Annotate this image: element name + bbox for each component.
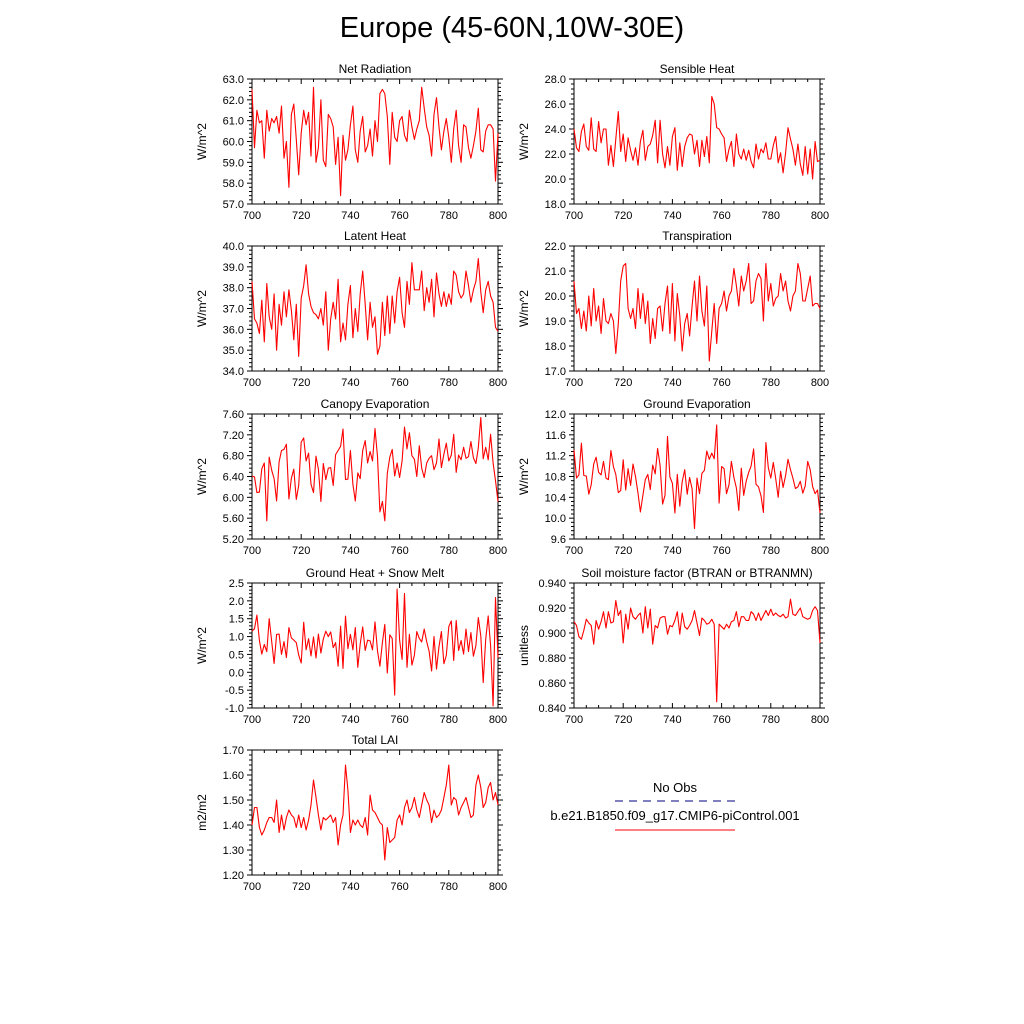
canopy-evaporation-ylabel: W/m^2	[195, 458, 209, 495]
sensible-heat-ytick-label: 24.0	[544, 124, 566, 136]
transpiration-xtick-label: 740	[663, 377, 682, 389]
soil-moisture-factor-btran-or-btranmn-xtick-label: 780	[761, 714, 780, 726]
net-radiation-ytick-label: 62.0	[222, 94, 244, 107]
ground-heat-snow-melt-xtick-label: 740	[341, 714, 360, 726]
ground-evaporation-xtick-label: 800	[810, 545, 830, 557]
ground-evaporation-frame	[574, 414, 820, 539]
net-radiation-xtick-label: 780	[439, 210, 458, 222]
total-lai-xtick-label: 700	[242, 881, 262, 893]
ground-evaporation-ytick-label: 10.0	[544, 513, 566, 526]
ground-heat-snow-melt-ylabel: W/m^2	[195, 627, 209, 664]
soil-moisture-factor-btran-or-btranmn-xtick-label: 700	[564, 714, 584, 726]
soil-moisture-factor-btran-or-btranmn-ytick-label: 0.840	[538, 703, 566, 715]
transpiration-xtick-label: 760	[712, 377, 731, 389]
total-lai-ylabel: m2/m2	[195, 794, 209, 831]
soil-moisture-factor-btran-or-btranmn-title: Soil moisture factor (BTRAN or BTRANMN)	[581, 566, 813, 580]
net-radiation-ytick-label: 61.0	[222, 115, 244, 128]
legend-obs-label: No Obs	[652, 780, 698, 795]
ground-evaporation-xtick-label: 760	[712, 545, 731, 557]
ground-heat-snow-melt-ytick-label: 2.0	[228, 595, 244, 608]
sensible-heat-xtick-label: 760	[712, 210, 731, 222]
net-radiation-ytick-label: 63.0	[222, 74, 244, 86]
net-radiation-ytick-label: 58.0	[222, 178, 244, 191]
canopy-evaporation-ytick-label: 6.40	[222, 471, 244, 484]
latent-heat-ylabel: W/m^2	[195, 290, 209, 327]
sensible-heat-xtick-label: 740	[663, 210, 682, 222]
net-radiation-xtick-label: 760	[390, 210, 409, 222]
total-lai-xtick-label: 720	[292, 881, 311, 893]
soil-moisture-factor-btran-or-btranmn-series-line	[574, 599, 820, 702]
total-lai-ytick-label: 1.40	[222, 820, 244, 832]
ground-evaporation-ytick-label: 10.4	[544, 492, 566, 505]
net-radiation-ylabel: W/m^2	[195, 123, 209, 160]
panel-ground-evaporation	[517, 397, 829, 557]
ground-heat-snow-melt-ytick-label: 0.0	[228, 667, 244, 680]
net-radiation-title: Net Radiation	[338, 62, 412, 76]
total-lai-series-line	[252, 765, 498, 860]
ground-heat-snow-melt-title: Ground Heat + Snow Melt	[305, 566, 445, 580]
latent-heat-frame	[252, 246, 498, 371]
ground-heat-snow-melt-xtick-label: 780	[439, 714, 458, 726]
sensible-heat-xtick-label: 780	[761, 210, 780, 222]
soil-moisture-factor-btran-or-btranmn-xtick-label: 740	[663, 714, 682, 726]
canopy-evaporation-title: Canopy Evaporation	[320, 397, 430, 411]
total-lai-ytick-label: 1.20	[222, 870, 244, 882]
ground-heat-snow-melt-xtick-label: 760	[390, 714, 409, 726]
canopy-evaporation-ytick-label: 5.60	[222, 513, 244, 526]
canopy-evaporation-ytick-label: 7.20	[222, 429, 244, 442]
latent-heat-ytick-label: 40.0	[222, 241, 244, 253]
soil-moisture-factor-btran-or-btranmn-ytick-label: 0.860	[538, 678, 566, 690]
latent-heat-xtick-label: 780	[439, 377, 458, 389]
sensible-heat-title: Sensible Heat	[659, 62, 735, 76]
ground-heat-snow-melt-xtick-label: 800	[488, 714, 508, 726]
transpiration-frame	[574, 246, 820, 371]
transpiration-ytick-label: 20.0	[544, 291, 566, 303]
latent-heat-ytick-label: 35.0	[222, 345, 244, 358]
net-radiation-ytick-label: 59.0	[222, 157, 244, 170]
figure-title: Europe (45-60N,10W-30E)	[339, 12, 685, 44]
sensible-heat-ytick-label: 18.0	[544, 199, 566, 211]
sensible-heat-xtick-label: 700	[564, 210, 584, 222]
latent-heat-xtick-label: 740	[341, 377, 360, 389]
canopy-evaporation-ytick-label: 5.20	[222, 534, 244, 546]
total-lai-title: Total LAI	[351, 733, 399, 747]
canopy-evaporation-ytick-label: 6.00	[222, 492, 244, 505]
panel-transpiration	[517, 229, 829, 389]
canopy-evaporation-xtick-label: 800	[488, 545, 508, 557]
net-radiation-xtick-label: 720	[292, 210, 311, 222]
total-lai-ytick-label: 1.50	[222, 795, 244, 807]
transpiration-xtick-label: 800	[810, 377, 830, 389]
ground-evaporation-ytick-label: 11.6	[545, 429, 566, 442]
net-radiation-series-line	[252, 87, 498, 195]
ground-evaporation-ytick-label: 11.2	[545, 450, 566, 463]
canopy-evaporation-series-line	[252, 418, 498, 521]
legend-model-label: b.e21.B1850.f09_g17.CMIP6-piControl.001	[550, 808, 800, 823]
sensible-heat-ytick-label: 22.0	[544, 149, 566, 161]
ground-heat-snow-melt-ytick-label: 1.5	[228, 613, 244, 626]
soil-moisture-factor-btran-or-btranmn-xtick-label: 720	[614, 714, 633, 726]
legend	[550, 780, 799, 830]
panel-ground-heat-snow-melt	[195, 566, 507, 726]
ground-evaporation-xtick-label: 700	[564, 545, 584, 557]
latent-heat-ytick-label: 36.0	[222, 324, 244, 337]
latent-heat-ytick-label: 34.0	[222, 366, 244, 378]
ground-heat-snow-melt-ytick-label: -0.5	[225, 685, 244, 698]
soil-moisture-factor-btran-or-btranmn-ytick-label: 0.940	[538, 578, 566, 590]
transpiration-ytick-label: 19.0	[544, 316, 566, 328]
ground-evaporation-xtick-label: 720	[614, 545, 633, 557]
panel-soil-moisture-factor-btran-or-btranmn	[517, 566, 829, 726]
sensible-heat-ytick-label: 28.0	[544, 74, 566, 86]
net-radiation-xtick-label: 700	[242, 210, 262, 222]
ground-heat-snow-melt-ytick-label: 1.0	[228, 631, 244, 644]
ground-heat-snow-melt-ytick-label: 0.5	[228, 649, 244, 662]
latent-heat-ytick-label: 37.0	[222, 303, 244, 316]
canopy-evaporation-ytick-label: 7.60	[222, 409, 244, 421]
sensible-heat-ytick-label: 26.0	[544, 99, 566, 111]
total-lai-xtick-label: 800	[488, 881, 508, 893]
sensible-heat-series-line	[574, 97, 820, 180]
transpiration-ylabel: W/m^2	[517, 290, 531, 327]
transpiration-ytick-label: 17.0	[544, 366, 566, 378]
ground-evaporation-series-line	[574, 425, 820, 529]
ground-evaporation-ytick-label: 12.0	[544, 409, 566, 421]
panel-sensible-heat	[517, 62, 829, 222]
sensible-heat-xtick-label: 720	[614, 210, 633, 222]
transpiration-ytick-label: 22.0	[544, 241, 566, 253]
canopy-evaporation-xtick-label: 780	[439, 545, 458, 557]
net-radiation-xtick-label: 740	[341, 210, 360, 222]
sensible-heat-ytick-label: 20.0	[544, 174, 566, 186]
total-lai-xtick-label: 740	[341, 881, 360, 893]
latent-heat-xtick-label: 760	[390, 377, 409, 389]
chart-panels	[195, 62, 829, 893]
ground-heat-snow-melt-series-line	[252, 589, 498, 706]
transpiration-ytick-label: 18.0	[544, 341, 566, 353]
total-lai-xtick-label: 780	[439, 881, 458, 893]
panel-net-radiation	[195, 62, 507, 222]
ground-evaporation-ylabel: W/m^2	[517, 458, 531, 495]
ground-evaporation-ytick-label: 10.8	[544, 471, 566, 484]
canopy-evaporation-xtick-label: 760	[390, 545, 409, 557]
transpiration-ytick-label: 21.0	[544, 266, 566, 278]
ground-heat-snow-melt-xtick-label: 720	[292, 714, 311, 726]
total-lai-xtick-label: 760	[390, 881, 409, 893]
transpiration-xtick-label: 720	[614, 377, 633, 389]
ground-heat-snow-melt-frame	[252, 583, 498, 708]
ground-heat-snow-melt-ytick-label: 2.5	[228, 578, 244, 590]
soil-moisture-factor-btran-or-btranmn-ytick-label: 0.880	[538, 653, 566, 665]
canopy-evaporation-xtick-label: 700	[242, 545, 262, 557]
canopy-evaporation-ytick-label: 6.80	[222, 450, 244, 463]
total-lai-ytick-label: 1.60	[222, 770, 244, 782]
total-lai-ytick-label: 1.30	[222, 845, 244, 857]
transpiration-title: Transpiration	[662, 229, 732, 243]
panel-total-lai	[195, 733, 507, 893]
ground-evaporation-xtick-label: 780	[761, 545, 780, 557]
net-radiation-ytick-label: 60.0	[222, 136, 244, 149]
latent-heat-ytick-label: 38.0	[222, 282, 244, 295]
ground-evaporation-xtick-label: 740	[663, 545, 682, 557]
latent-heat-xtick-label: 720	[292, 377, 311, 389]
transpiration-xtick-label: 780	[761, 377, 780, 389]
ground-evaporation-title: Ground Evaporation	[643, 397, 751, 411]
ground-evaporation-ytick-label: 9.6	[550, 534, 566, 546]
transpiration-xtick-label: 700	[564, 377, 584, 389]
soil-moisture-factor-btran-or-btranmn-ylabel: unitless	[517, 625, 531, 666]
canopy-evaporation-xtick-label: 740	[341, 545, 360, 557]
latent-heat-xtick-label: 700	[242, 377, 262, 389]
soil-moisture-factor-btran-or-btranmn-frame	[574, 583, 820, 708]
total-lai-ytick-label: 1.70	[222, 745, 244, 757]
latent-heat-xtick-label: 800	[488, 377, 508, 389]
panel-canopy-evaporation	[195, 397, 507, 557]
net-radiation-xtick-label: 800	[488, 210, 508, 222]
soil-moisture-factor-btran-or-btranmn-xtick-label: 760	[712, 714, 731, 726]
ground-heat-snow-melt-ytick-label: -1.0	[225, 703, 244, 715]
sensible-heat-ylabel: W/m^2	[517, 123, 531, 160]
transpiration-series-line	[574, 264, 820, 362]
soil-moisture-factor-btran-or-btranmn-ytick-label: 0.900	[538, 628, 566, 640]
latent-heat-ytick-label: 39.0	[222, 261, 244, 274]
canopy-evaporation-xtick-label: 720	[292, 545, 311, 557]
soil-moisture-factor-btran-or-btranmn-xtick-label: 800	[810, 714, 830, 726]
panel-latent-heat	[195, 229, 507, 389]
latent-heat-series-line	[252, 259, 498, 357]
latent-heat-title: Latent Heat	[343, 229, 407, 243]
net-radiation-ytick-label: 57.0	[222, 199, 244, 211]
ground-heat-snow-melt-xtick-label: 700	[242, 714, 262, 726]
sensible-heat-xtick-label: 800	[810, 210, 830, 222]
soil-moisture-factor-btran-or-btranmn-ytick-label: 0.920	[538, 603, 566, 615]
